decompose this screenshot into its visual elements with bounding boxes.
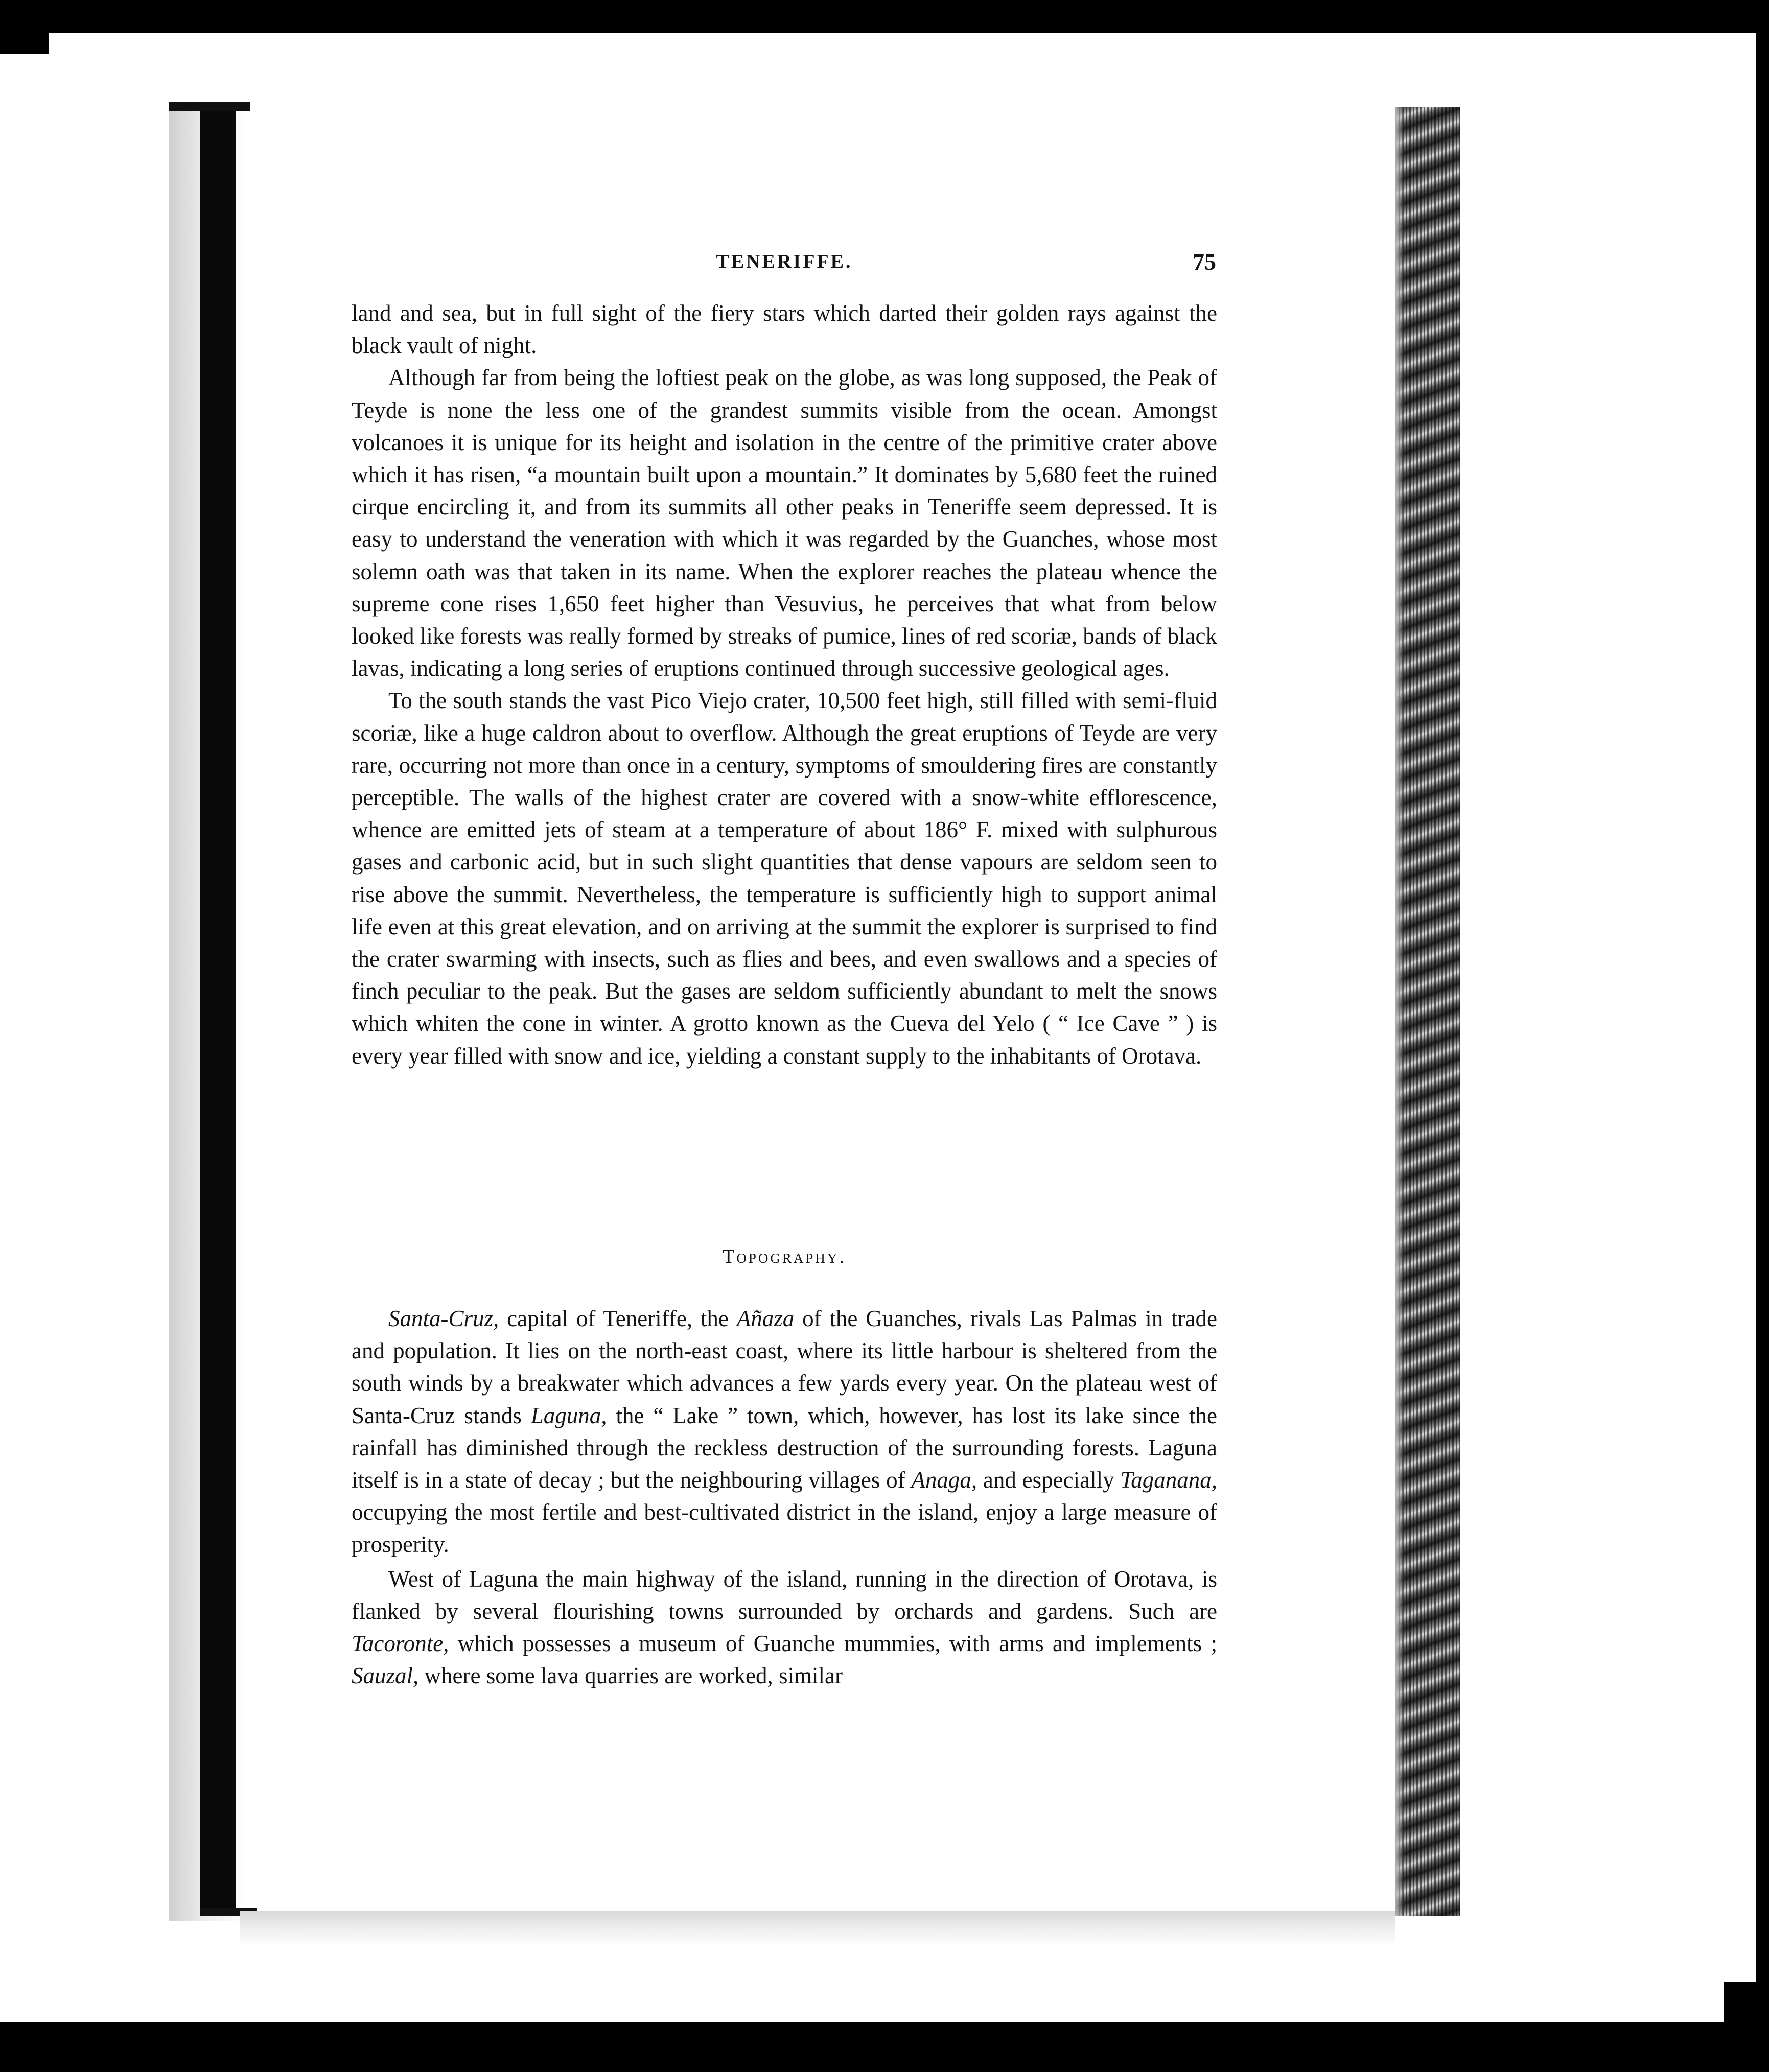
paragraph-peak-of-teyde: Although far from being the loftiest peak on the globe, as was long supposed, the Peak of Teyde is none the less one of the grandest summits visible from the ocean. Amongst volcanoes it is unique for its height and isolation in the centre of the primitive crater above which it has risen, “a mountain built upon a mountain.” It dominates by 5,680 feet the ruined cirque encircling it, and from its summits all other peaks in Teneriffe seem depressed. It is easy to understand the veneration with which it was regarded by the Guanches, whose most solemn oath was that taken in its name. When the explorer reaches the plateau whence the supreme cone rises 1,650 feet higher than Vesuvius, he perceives that what from below looked like forests was really formed by streaks of pumice, lines of red scoriæ, bands of black lavas, indicating a long series of eruptions continued through successive geological ages. bbox=[352, 365, 1217, 681]
paragraph-west-of-laguna bbox=[352, 1563, 1217, 1692]
binding-cap bbox=[169, 102, 250, 111]
place-name: Santa-Cruz, bbox=[388, 1306, 499, 1331]
place-name: Anaga, bbox=[911, 1467, 977, 1493]
paragraph-santa-cruz bbox=[352, 1303, 1217, 1561]
scan-border-bottom bbox=[0, 2022, 1769, 2072]
text-run: the “ Lake ” town, which, however, has lost its lake since the rainfall has diminished through the reckless destruction of the surrounding forests. Laguna itself is in a state of decay ; but the neighbouring villages of bbox=[352, 1402, 1217, 1493]
page-bottom-shadow bbox=[240, 1911, 1395, 1946]
topography-text bbox=[352, 1303, 1217, 1692]
scan-border-right bbox=[1756, 0, 1769, 2072]
text-run: where some lava quarries are worked, similar bbox=[418, 1663, 843, 1689]
text-run: capital of Teneriffe, the bbox=[499, 1306, 737, 1331]
place-name: Añaza bbox=[736, 1306, 795, 1331]
place-name: Tacoronte, bbox=[352, 1631, 449, 1657]
paragraph-continuation: land and sea, but in full sight of the fiery stars which darted their golden rays against the black vault of night. bbox=[352, 300, 1217, 359]
page-number: 75 bbox=[1193, 249, 1216, 275]
page-fore-edge-shade bbox=[1395, 107, 1404, 1916]
place-name: Sauzal, bbox=[352, 1663, 419, 1689]
paragraph-pico-viejo: To the south stands the vast Pico Viejo crater, 10,500 feet high, still filled with semi-fluid scoriæ, like a huge caldron about to overflow. Although the great eruptions of Teyde are very rare, occurring not more than once in a century, symptoms of smouldering fires are constantly perceptible. The walls of the highest crater are covered with a snow-white efflorescence, whence are emitted jets of steam at a temperature of about 186° F. mixed with sulphurous gases and carbonic acid, but in such slight quantities that dense vapours are seldom seen to rise above the summit. Nevertheless, the temperature is sufficiently high to support animal life even at this great elevation, and on arriving at the summit the explorer is surprised to find the crater swarming with insects, such as flies and bees, and even swallows and a species of finch peculiar to the peak. But the gases are seldom sufficiently abundant to melt the snows which whiten the cone in winter. A grotto known as the Cueva del Yelo ( “ Ice Cave ” ) is every year filled with snow and ice, yielding a constant supply to the inhabitants of Orotava. bbox=[352, 688, 1217, 1069]
book-binding bbox=[200, 107, 236, 1916]
section-heading bbox=[352, 1245, 1217, 1268]
scan-corner-bottom-right bbox=[1724, 1982, 1756, 2022]
place-name: Laguna, bbox=[530, 1402, 607, 1428]
text-run: West of Laguna the main highway of the island, running in the direction of Orotava, is flanked by several flourishing towns surrounded by orchards and gardens. Such are bbox=[352, 1566, 1217, 1624]
scan-border-top bbox=[0, 0, 1769, 33]
page-fore-edge bbox=[1395, 107, 1460, 1916]
text-run: which possesses a museum of Guanche mummies, with arms and implements ; bbox=[449, 1631, 1217, 1657]
text-run: occupying the most fertile and best-cultivated district in the island, enjoy a large measure of prosperity. bbox=[352, 1499, 1217, 1558]
text-run: of the Guanches, rivals Las Palmas in trade and population. It lies on the north-east coast, where its little harbour is sheltered from the south winds by a breakwater which advances a few yards every year. On the plateau west of Santa-Cruz stands bbox=[352, 1306, 1217, 1428]
scan-corner-top-left bbox=[0, 33, 49, 54]
body-text bbox=[352, 297, 1217, 1072]
section-heading-text: Topography. bbox=[723, 1246, 846, 1267]
place-name: Taganana, bbox=[1120, 1467, 1218, 1493]
running-head-title: TENERIFFE. bbox=[716, 251, 853, 272]
text-run: and especially bbox=[977, 1467, 1121, 1493]
running-head bbox=[353, 250, 1216, 281]
